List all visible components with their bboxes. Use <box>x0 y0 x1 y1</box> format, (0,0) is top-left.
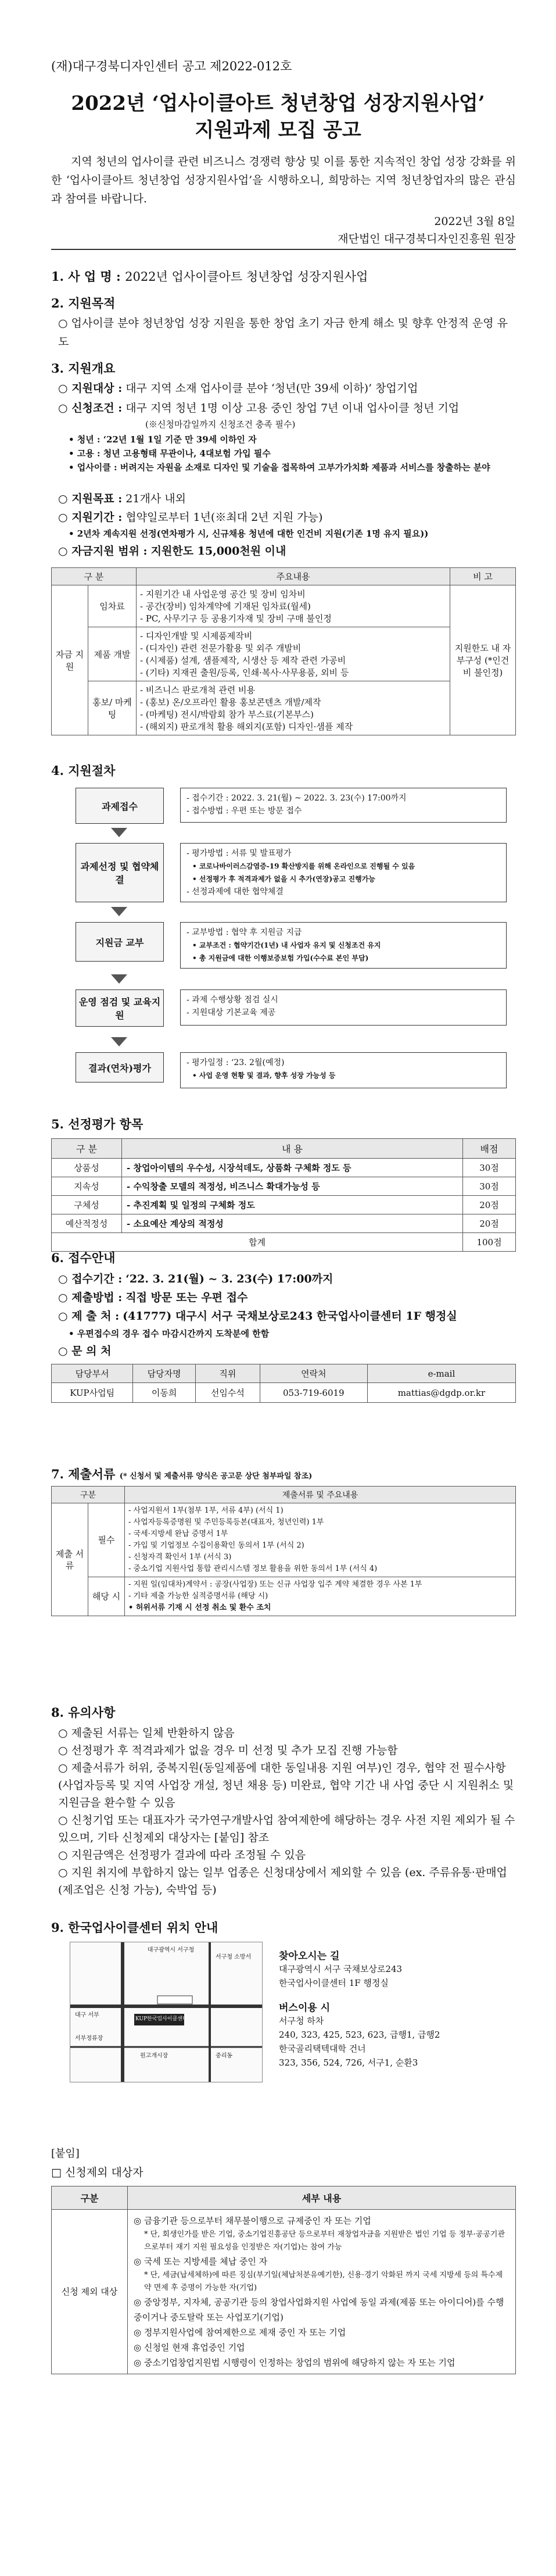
table-content-cell <box>137 627 450 681</box>
page-title-line2: 지원과제 모집 공고 <box>195 119 361 142</box>
table-content-cell <box>128 2210 516 2374</box>
flow-step-desc <box>180 989 507 1026</box>
bus-title: 버스이용 시 <box>279 2002 331 2014</box>
funding-range-label: ○ 자금지원 범위 : <box>58 545 148 558</box>
table-sub-cell: 제품 개발 <box>88 627 137 681</box>
section-2-text: ○ 업사이클 분야 청년창업 성장 지원을 통한 창업 초기 자금 한계 해소 및 향후 안정적 운영 유도 <box>58 317 508 348</box>
table-cell: 선임수석 <box>195 1383 260 1403</box>
flow-desc-line: • 교부조건 : 협약기간(1년) 내 사업자 유지 및 신청조건 유지 <box>192 941 381 949</box>
section-9-title: 9. 한국업사이클센터 위치 안내 <box>51 1920 218 1935</box>
list-item: - (홍보) 온/오프라인 활용 홍보콘텐츠 개발/제작 <box>140 697 321 708</box>
list-item: * 단, 세금(납세체하)에 따른 징심(부기일(체납처분유예기한), 신용·경기 악화된 까지 국세 지방세 등의 특수제약 면제 후 증명이 가능한 자(기업) <box>144 2271 503 2292</box>
list-item: - 신청자격 확인서 1부 (서식 3) <box>128 1553 232 1562</box>
list-item: ◎ 금융기관 등으로부터 채무불이행으로 규제중인 자 또는 기업 <box>134 2216 371 2226</box>
list-item: ◎ 중소기업창업지원법 시행령이 인정하는 창업의 범위에 해당하지 않는 자 또는 기업 <box>134 2357 455 2368</box>
list-item: ◎ 정부지원사업에 참여제한으로 제재 중인 자 또는 기업 <box>134 2327 346 2338</box>
table-header: 담당부서 <box>52 1364 133 1383</box>
section-8-title: 8. 유의사항 <box>51 1705 116 1720</box>
table-header: 내 용 <box>122 1139 463 1159</box>
table-header: 배점 <box>463 1139 516 1159</box>
table-content-cell <box>137 585 450 627</box>
submit-method-label: ○ 제출방법 : <box>58 1291 123 1304</box>
table-row <box>52 681 516 735</box>
table-cell: KUP사업팀 <box>52 1383 133 1403</box>
table-group-cell: 신청 제외 대상 <box>52 2210 128 2374</box>
flow-step-box: 지원금 교부 <box>76 922 164 962</box>
support-count <box>58 490 186 508</box>
bus-line: 323, 356, 524, 726, 서구1, 순환3 <box>279 2057 418 2068</box>
flow-desc-line: - 과제 수행상황 점검 실시 <box>186 995 278 1005</box>
flow-step-box: 과제접수 <box>76 788 164 824</box>
table-header: e-mail <box>367 1364 515 1383</box>
submit-method <box>58 1288 247 1307</box>
table-header: 구 분 <box>52 1139 122 1159</box>
table-row <box>52 627 516 681</box>
evaluation-table <box>51 1138 516 1252</box>
list-item: - (시제품) 설계, 샘플제작, 시생산 등 제작 관련 가공비 <box>140 655 346 666</box>
note-item: ○ 신청기업 또는 대표자가 국가연구개발사업 참여제한에 해당하는 경우 사전 지원 제외가 될 수 있으며, 기타 신청제외 대상자는 [붙임] 참조 <box>58 1814 515 1844</box>
section-4-title: 4. 지원절차 <box>51 763 116 778</box>
table-note-cell: 지원한도 내 자부구성 (*인건비 불인정) <box>450 585 516 735</box>
list-item: ◎ 중앙정부, 지자체, 공공기관 등의 창업사업화지원 사업에 동일 과제(제품 또는 아이디어)를 수행 중이거나 중도탈락 또는 사업포기(기업) <box>134 2297 504 2323</box>
table-cell: 지속성 <box>52 1177 122 1196</box>
table-cell: 합계 <box>52 1233 463 1252</box>
table-row <box>52 1577 516 1616</box>
table-cell[interactable]: mattias@dgdp.or.kr <box>367 1383 515 1403</box>
list-item: - (디자인) 관련 전문가활용 및 외주 개발비 <box>140 643 302 653</box>
table-cell: 예산적정성 <box>52 1214 122 1233</box>
map-label: 대구 서부 <box>75 2012 99 2018</box>
table-header: 주요내용 <box>137 568 450 585</box>
table-cell: 30점 <box>463 1177 516 1196</box>
funding-range-value: 지원한도 15,000천원 이내 <box>150 545 286 558</box>
table-sub-cell: 필수 <box>88 1503 125 1577</box>
section-1 <box>51 267 368 285</box>
notes-list <box>58 1724 517 1899</box>
flow-desc-line: - 접수기간 : 2022. 3. 21(월) ~ 2022. 3. 23(수) 17:00까지 <box>186 794 407 803</box>
receipt-period-label: ○ 접수기간 : <box>58 1273 123 1285</box>
table-row <box>52 1159 516 1177</box>
table-sub-cell: 해당 시 <box>88 1577 125 1616</box>
flow-desc-line: - 교부방법 : 협약 후 지원금 지급 <box>186 928 302 937</box>
table-row <box>52 585 516 627</box>
table-cell: - 추진계획 및 일정의 구체화 정도 <box>122 1196 463 1214</box>
annex-title: [붙임] <box>51 2148 80 2160</box>
receipt-period-value: ‘22. 3. 21(월) ~ 3. 23(수) 17:00까지 <box>125 1273 333 1285</box>
table-cell: 상품성 <box>52 1159 122 1177</box>
annex-subtitle: □ 신청제외 대상자 <box>51 2166 144 2179</box>
flow-step-desc <box>180 922 507 969</box>
table-header: 비 고 <box>450 568 516 585</box>
section-3-title: 3. 지원개요 <box>51 361 116 376</box>
table-row <box>52 1214 516 1233</box>
flow-step-box: 운영 점검 및 교육지원 <box>76 989 164 1027</box>
flow-desc-line: • 코로나바이러스감염증-19 확산방지를 위해 온라인으로 진행될 수 있음 <box>192 862 415 870</box>
flow-step-desc <box>180 1052 507 1088</box>
map-label: 원고개시장 <box>140 2053 168 2059</box>
note-item: ○ 지원금액은 선정평가 결과에 따라 조정될 수 있음 <box>58 1849 306 1862</box>
table-cell: 30점 <box>463 1159 516 1177</box>
flow-desc-line: - 평가일정 : ‘23. 2월(예정) <box>186 1058 285 1067</box>
table-row <box>52 2210 516 2374</box>
list-item: ◎ 신청일 현재 휴업중인 기업 <box>134 2342 245 2353</box>
table-cell: 이동희 <box>133 1383 196 1403</box>
table-content-cell <box>125 1577 516 1616</box>
table-header: 담당자명 <box>133 1364 196 1383</box>
documents-table <box>51 1486 516 1616</box>
table-cell: - 수익창출 모델의 적정성, 비즈니스 확대가능성 등 <box>122 1177 463 1196</box>
condition-bullets <box>69 433 516 474</box>
table-total-row <box>52 1233 516 1252</box>
table-content-cell <box>137 681 450 735</box>
map-label: KUP한국업사이클센터 <box>135 2016 188 2022</box>
support-period-value: 협약일로부터 1년(※최대 2년 지원 가능) <box>125 511 323 524</box>
bullet-upcycle: • 업사이클 : 버려지는 자원을 소재로 디자인 및 기술을 접목하여 고부가가치화 제품과 서비스를 창출하는 분야 <box>69 462 490 473</box>
section-2-title: 2. 지원목적 <box>51 296 116 310</box>
notice-date: 2022년 3월 8일 <box>434 215 515 228</box>
list-item: - (해외지) 판로개척 활용 해외지(포함) 디자인·샘플 제작 <box>140 721 353 732</box>
map-label: 중리동 <box>216 2053 232 2059</box>
project-name: 2022년 업사이클아트 청년창업 성장지원사업 <box>125 270 368 284</box>
notice-number: (재)대구경북디자인센터 공고 제2022-012호 <box>51 59 292 73</box>
table-header: 직위 <box>195 1364 260 1383</box>
map-label: 서부정류장 <box>75 2035 103 2042</box>
table-cell: 20점 <box>463 1196 516 1214</box>
list-item: - 국세·지방세 완납 증명서 1부 <box>128 1530 228 1538</box>
apply-condition-label: ○ 신청조건 : <box>58 402 123 415</box>
map-label: 대구광역시 서구청 <box>147 1947 195 1953</box>
list-item: - 사업자등록증명원 및 주민등록등본(대표자, 청년인력) 1부 <box>128 1518 324 1527</box>
list-item: - 가입 및 기업정보 수집이용확인 동의서 1부 (서식 2) <box>128 1541 304 1550</box>
table-group-cell: 제출 서류 <box>52 1503 88 1616</box>
info-title: 찾아오시는 길 <box>279 1950 340 1962</box>
list-item: • 허위서류 기재 시 선정 취소 및 환수 조치 <box>128 1603 271 1612</box>
list-item: - 지원 일(임대차)계약서 : 공장(사업장) 또는 신규 사업장 입주 계약 체결한 경우 사본 1부 <box>128 1580 422 1589</box>
exclusion-table <box>51 2186 516 2374</box>
list-item: - 공간(장비) 임차계약에 기재된 임차료(월세) <box>140 601 311 612</box>
note-item: ○ 제출된 서류는 일체 반환하지 않음 <box>58 1727 235 1739</box>
divider <box>51 249 516 250</box>
list-item: - 사업지원서 1부(첨부 1부, 서류 4부) (서식 1) <box>128 1506 284 1515</box>
bus-line: 서구청 하차 <box>279 2016 324 2026</box>
support-period-note: • 2년차 계속지원 선정(연차평가 시, 신규채용 청년에 대한 인건비 지원(기존 1명 유지 필요)) <box>69 528 429 539</box>
funding-range <box>58 542 286 560</box>
flow-desc-line: - 지원대상 기본교육 제공 <box>186 1008 276 1017</box>
funding-table <box>51 567 516 735</box>
submit-place-note: • 우편접수의 경우 접수 마감시간까지 도착분에 한함 <box>69 1328 270 1339</box>
table-row <box>52 1196 516 1214</box>
flow-step-desc <box>180 843 507 902</box>
bullet-youth: • 청년 : ‘22년 1월 1일 기준 만 39세 이하인 자 <box>69 434 257 445</box>
flow-desc-line: - 평가방법 : 서류 및 발표평가 <box>186 849 292 858</box>
bullet-employment: • 고용 : 청년 고용형태 무관이나, 4대보험 가입 필수 <box>69 448 271 459</box>
table-sub-cell: 임차료 <box>88 585 137 627</box>
list-item: - 중소기업 지원사업 통합 관리시스템 정보 활용을 위한 동의서 1부 (서식 4) <box>128 1564 378 1573</box>
contact-label-text: ○ 문 의 처 <box>58 1345 112 1357</box>
table-header: 제출서류 및 주요내용 <box>125 1487 516 1503</box>
table-header: 연락처 <box>260 1364 367 1383</box>
submit-place <box>58 1307 523 1325</box>
section-1-label: 1. 사 업 명 : <box>51 269 125 284</box>
arrow-down-icon <box>111 828 127 837</box>
list-item: - 디자인개발 및 시제품제작비 <box>140 631 253 641</box>
table-sub-cell: 홍보/ 마케팅 <box>88 681 137 735</box>
flow-desc-line: • 사업 운영 현황 및 결과, 향후 성장 가능성 등 <box>192 1071 336 1080</box>
table-row <box>52 1503 516 1577</box>
list-item: ◎ 국세 또는 지방세를 체납 중인 자 <box>134 2256 268 2267</box>
table-row <box>52 1177 516 1196</box>
flow-step-box: 과제선정 및 협약체결 <box>76 843 164 902</box>
flow-step-box: 결과(연차)평가 <box>76 1052 164 1082</box>
arrow-down-icon <box>111 1037 127 1046</box>
bus-line: 240, 323, 425, 523, 623, 급행1, 급행2 <box>279 2030 440 2040</box>
table-header: 구 분 <box>52 568 137 585</box>
location-map <box>70 1942 263 2082</box>
flow-desc-line: • 총 지원금에 대한 이행보증보험 가입(수수료 본인 부담) <box>192 954 369 962</box>
table-content-cell <box>125 1503 516 1577</box>
table-cell: 100점 <box>463 1233 516 1252</box>
support-period-label: ○ 지원기간 : <box>58 511 123 524</box>
note-item: ○ 지원 취지에 부합하지 않는 일부 업종은 신청대상에서 제외할 수 있음 (ex. 주류유통·판매업(제조업은 신청 가능), 숙박업 등) <box>58 1866 507 1896</box>
apply-condition <box>58 399 517 417</box>
table-row <box>52 1383 516 1403</box>
support-period <box>58 508 322 527</box>
table-cell: 053-719-6019 <box>260 1383 367 1403</box>
table-header: 구분 <box>52 1487 125 1503</box>
list-item: - PC, 사무기구 등 공용기자재 및 장비 구매 불인정 <box>140 613 332 624</box>
support-target <box>58 379 517 398</box>
apply-condition-note: (※신청마감일까지 신청조건 충족 필수) <box>145 419 296 430</box>
contact-table <box>51 1364 516 1403</box>
section-7 <box>51 1465 312 1482</box>
section-7-note: (* 신청서 및 제출서류 양식은 공고문 상단 첨부파일 참조) <box>119 1472 313 1481</box>
flow-step-desc <box>180 788 507 823</box>
section-6-title: 6. 접수안내 <box>51 1251 116 1265</box>
contact-label <box>58 1342 112 1360</box>
info-line: 대구광역시 서구 국채보상로243 <box>279 1964 403 1974</box>
flow-desc-line: • 선정평가 후 적격과제가 없을 시 추가(연장)공고 진행가능 <box>192 875 375 883</box>
table-group-cell: 자금 지원 <box>52 585 88 735</box>
table-cell: 20점 <box>463 1214 516 1233</box>
table-cell: - 창업아이템의 우수성, 시장석데도, 상품화 구체화 정도 등 <box>122 1159 463 1177</box>
flow-desc-line: - 접수방법 : 우편 또는 방문 접수 <box>186 806 302 816</box>
submit-place-label: ○ 제 출 처 : <box>58 1310 120 1323</box>
table-cell: 구체성 <box>52 1196 122 1214</box>
list-item: - (기타) 지재권 출원/등록, 인쇄·복사·사무용품, 외비 등 <box>140 667 349 678</box>
apply-condition-value: 대구 지역 청년 1명 이상 고용 중인 창업 7년 이내 업사이클 청년 기업 <box>125 402 460 415</box>
list-item: * 단, 회생인가를 받은 기업, 중소기업진흥공단 등으로부터 재창업자금을 지원받은 법인 기업 등 정부·공공기관으로부터 재기 지원 필요성을 인정받은 자(기업)는 참여 가능 <box>144 2230 505 2252</box>
support-count-label: ○ 지원목표 : <box>58 492 123 505</box>
bus-line: 한국골리택텍대학 건너 <box>279 2043 366 2054</box>
map-label: 서구청 소방서 <box>216 1954 252 1960</box>
arrow-down-icon <box>111 907 127 916</box>
intro-paragraph: 지역 청년의 업사이클 관련 비즈니스 경쟁력 향상 및 이를 통한 지속적인 창업 성장 강화를 위한 ‘업사이클아트 청년창업 성장지원사업’을 시행하오니, 희망하는 지역 청년창업자의 많은 관심과 참여를 바랍니다. <box>51 155 516 205</box>
page-title-line1: 2022년 ‘업사이클아트 청년창업 성장지원사업’ <box>71 92 485 115</box>
list-item: - 비즈니스 판로개척 관련 비용 <box>140 685 256 695</box>
note-item: ○ 선정평가 후 적격과제가 없을 경우 미 선정 및 추가 모집 진행 가능함 <box>58 1744 398 1757</box>
submit-place-value: (41777) 대구시 서구 국채보상로243 한국업사이클센터 1F 행정실 <box>123 1310 457 1323</box>
list-item: - 지원기간 내 사업운영 공간 및 장비 임차비 <box>140 589 306 599</box>
submit-method-value: 직접 방문 또는 우편 접수 <box>125 1291 248 1304</box>
list-item: - 기타 제출 가능한 실적증명서류 (해당 시) <box>128 1592 268 1600</box>
table-header: 세부 내용 <box>128 2186 516 2210</box>
support-target-label: ○ 지원대상 : <box>58 382 123 395</box>
note-item: ○ 제출서류가 허위, 중복지원(동일제품에 대한 동일내용 지원 여부)인 경우, 협약 전 필수사항(사업자등록 및 지역 사업장 개설, 청년 채용 등) 미완료, 협약 기간 내 사업 중단 시 지원취소 및 지원금을 환수할 수 있음 <box>58 1762 514 1809</box>
info-line: 한국업사이클센터 1F 행정실 <box>279 1978 389 1988</box>
table-header: 구분 <box>52 2186 128 2210</box>
support-target-value: 대구 지역 소재 업사이클 분야 ‘청년(만 39세 이하)’ 창업기업 <box>125 382 418 395</box>
receipt-period <box>58 1270 333 1288</box>
section-5-title: 5. 선정평가 항목 <box>51 1117 144 1131</box>
table-cell: - 소요예산 계상의 적정성 <box>122 1214 463 1233</box>
arrow-down-icon <box>111 974 127 984</box>
list-item: - (마케팅) 전시/박람회 참가 부스료(기본부스) <box>140 709 314 720</box>
location-info <box>279 1948 511 2070</box>
flow-desc-line: - 선정과제에 대한 협약체결 <box>186 887 284 896</box>
notice-issuer: 재단법인 대구경북디자인진흥원 원장 <box>338 233 515 245</box>
section-7-title: 7. 제출서류 <box>51 1467 116 1481</box>
support-count-value: 21개사 내외 <box>125 492 186 505</box>
